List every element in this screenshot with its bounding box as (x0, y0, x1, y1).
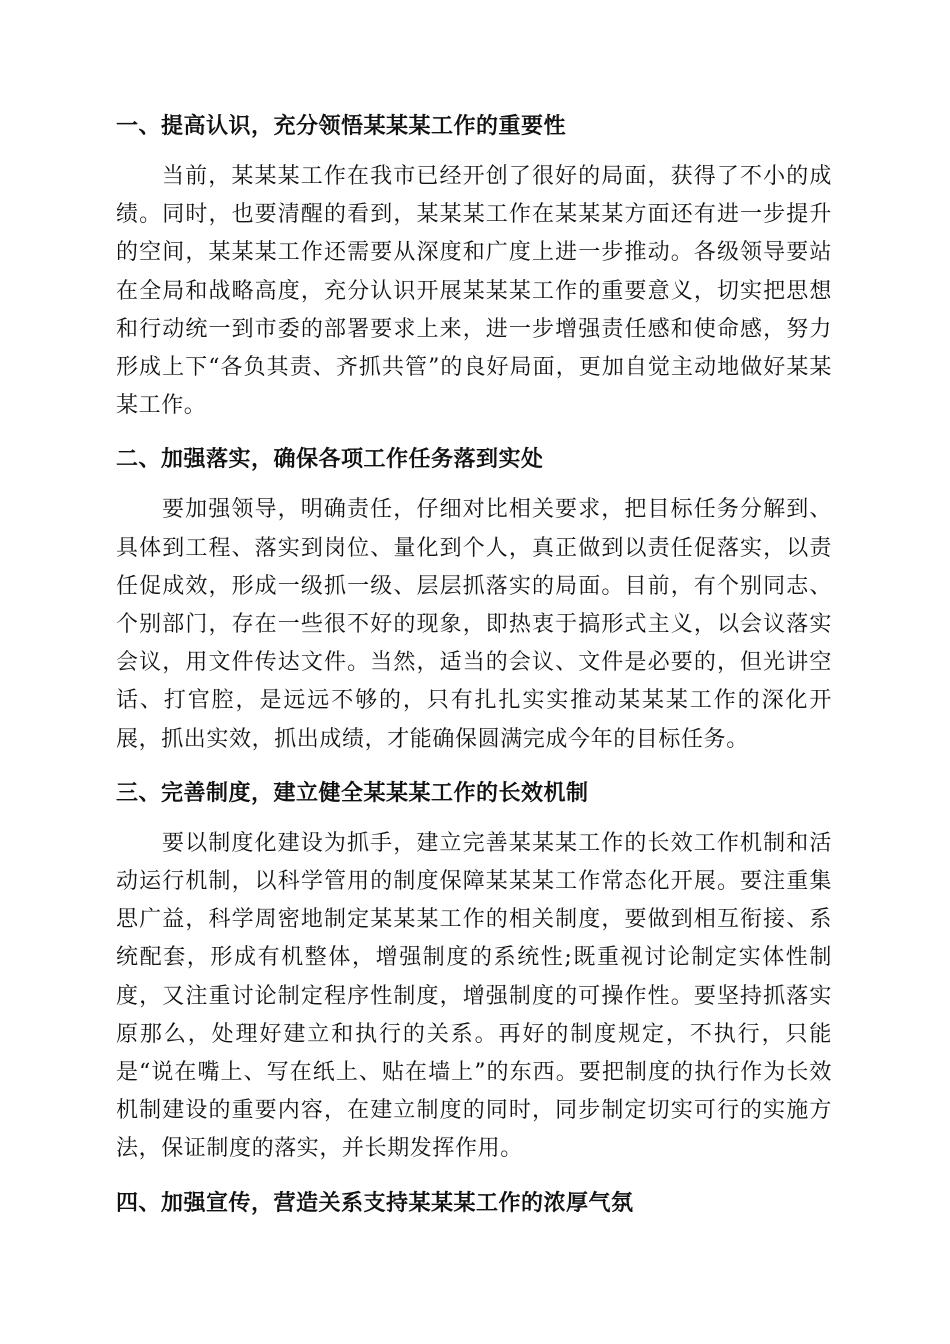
section-2-heading: 二、加强落实，确保各项工作任务落到实处 (116, 447, 544, 473)
section-1-heading: 一、提高认识，充分领悟某某某工作的重要性 (116, 114, 567, 139)
section-3-paragraph: 要以制度化建设为抓手，建立完善某某某工作的长效工作机制和活动运行机制，以科学管用的制度保障某某某工作常态化开展。要注重集思广益，科学周密地制定某某某工作的相关制度，要做到相互衔接、系统配套，形成有机整体，增强制度的系统性;既重视讨论制定实体性制度，又注重讨论制定程序性制度，增强制度的可操作性。要坚持抓落实原那么，处理好建立和执行的关系。再好的制度规定，不执行，只能是“说在嘴上、写在纸上、贴在墙上”的东西。要把制度的执行作为长效机制建设的重要内容，在建立制度的同时，同步制定切实可行的实施方法，保证制度的落实，并长期发挥作用。 (116, 830, 832, 1162)
section-2-paragraph: 要加强领导，明确责任，仔细对比相关要求，把目标任务分解到、具体到工程、落实到岗位、量化到个人，真正做到以责任促落实，以责任促成效，形成一级抓一级、层层抓落实的局面。目前，有个别同志、个别部门，存在一些很不好的现象，即热衷于搞形式主义，以会议落实会议，用文件传达文件。当然，适当的会议、文件是必要的，但光讲空话、打官腔，是远远不够的，只有扎扎实实推动某某某工作的深化开展，抓出实效，抓出成绩，才能确保圆满完成今年的目标任务。 (116, 497, 832, 752)
section-1-paragraph: 当前，某某某工作在我市已经开创了很好的局面，获得了不小的成绩。同时，也要清醒的看到，某某某工作在某某某方面还有进一步提升的空间，某某某工作还需要从深度和广度上进一步推动。各级领导要站在全局和战略高度，充分认识开展某某某工作的重要意义，切实把思想和行动统一到市委的部署要求上来，进一步增强责任感和使命感，努力形成上下“各负其责、齐抓共管”的良好局面，更加自觉主动地做好某某某工作。 (116, 164, 832, 419)
document-page (116, 108, 832, 1223)
section-4-heading: 四、加强宣传，营造关系支持某某某工作的浓厚气氛 (116, 1190, 634, 1216)
section-3-heading: 三、完善制度，建立健全某某某工作的长效机制 (116, 780, 589, 806)
